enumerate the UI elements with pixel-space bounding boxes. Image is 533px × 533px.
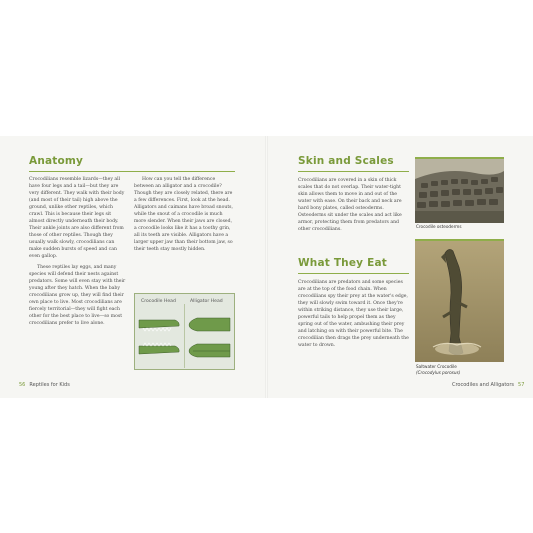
paragraph: These reptiles lay eggs, and many species will defend their nests against predators. Some will even stay with their young after they hatch. When the baby crocodilians grow up, they will find their own place to live. Most crocodilians are fiercely territorial—they will fight each other for the best place to live—so most crocodilians prefer to live alone. [29, 265, 126, 326]
osteoderms-image [415, 159, 504, 223]
what-they-eat-text [298, 279, 409, 353]
paragraph: Crocodilians are covered in a skin of thick scales that do not overlap. Their water-tight skin allows them to move in and out of the water with ease. On their back and neck are hard bony plates, called osteoderms. Osteoderms sit under the scales and act like armor, protecting them from predators and other crocodilians. [298, 178, 402, 232]
paragraph: Crocodilians are predators and some species are at the top of the food chain. When crocodilians spy their prey at the water's edge, they will slowly swim toward it. Once they're within striking distance, they use their large, powerful tails to help propel them as they spring out of the water, ambushing their prey and latching on with their powerful bite. The crocodilian then drags the prey underneath the water to drown. [298, 280, 409, 348]
paragraph: Crocodilians resemble lizards—they all have four legs and a tail—but they are very different. They walk with their body (and most of their tail) high above the ground, unlike other reptiles, which crawl. This is because their legs sit almost directly underneath their body. Their ankle joints are also different from those of other reptiles. Though they usually walk slowly, crocodilians can make sudden bursts of speed and can even gallop. [29, 177, 125, 259]
head-illustration [135, 304, 234, 369]
crocodile-head-label: Crocodile Head [141, 299, 176, 304]
saltwater-crocodile-image [415, 241, 504, 362]
running-title: Reptiles for Kids [29, 382, 70, 388]
alligator-lower-jaw [189, 344, 230, 357]
alligator-head-label: Alligator Head [190, 299, 223, 304]
osteoderms-photo [415, 157, 504, 223]
caption-title: Saltwater Crocodile [416, 364, 457, 369]
skin-scales-heading: Skin and Scales [298, 155, 394, 167]
heading-rule [298, 273, 409, 274]
book-gutter [265, 136, 268, 398]
saltwater-crocodile-photo [415, 239, 504, 362]
crocodile-upper-jaw [139, 320, 179, 328]
alligator-upper-jaw [189, 318, 230, 331]
page-number: 57 [518, 382, 525, 388]
paragraph: How can you tell the difference between an alligator and a crocodile? Though they are closely related, there are a few differences. First, look at the head. Alligators and caimans have broad snouts, while the snout of a crocodile is much more slender. When their jaws are closed, a crocodile looks like it has a toothy grin, all its teeth are visible. Alligators have a larger upper jaw than their bottom jaw, so their teeth stay mostly hidden. [134, 177, 233, 252]
running-title: Crocodiles and Alligators [452, 382, 515, 388]
croc-vs-alligator-diagram [134, 293, 235, 370]
page-number: 56 [19, 382, 26, 388]
book-spread [0, 136, 533, 398]
caption-species: (Crocodylus porosus) [416, 370, 461, 375]
saltwater-crocodile-caption [416, 364, 505, 376]
skin-scales-text [298, 177, 409, 237]
left-folio [19, 382, 70, 388]
heading-rule [29, 171, 235, 172]
anatomy-column-1 [29, 176, 127, 331]
osteoderms-caption: Crocodile osteoderms [416, 224, 462, 229]
heading-rule [298, 171, 409, 172]
anatomy-heading: Anatomy [29, 155, 84, 167]
right-folio [452, 382, 524, 388]
crocodile-lower-jaw [139, 346, 179, 354]
anatomy-column-2 [134, 176, 235, 257]
what-they-eat-heading: What They Eat [298, 257, 387, 269]
